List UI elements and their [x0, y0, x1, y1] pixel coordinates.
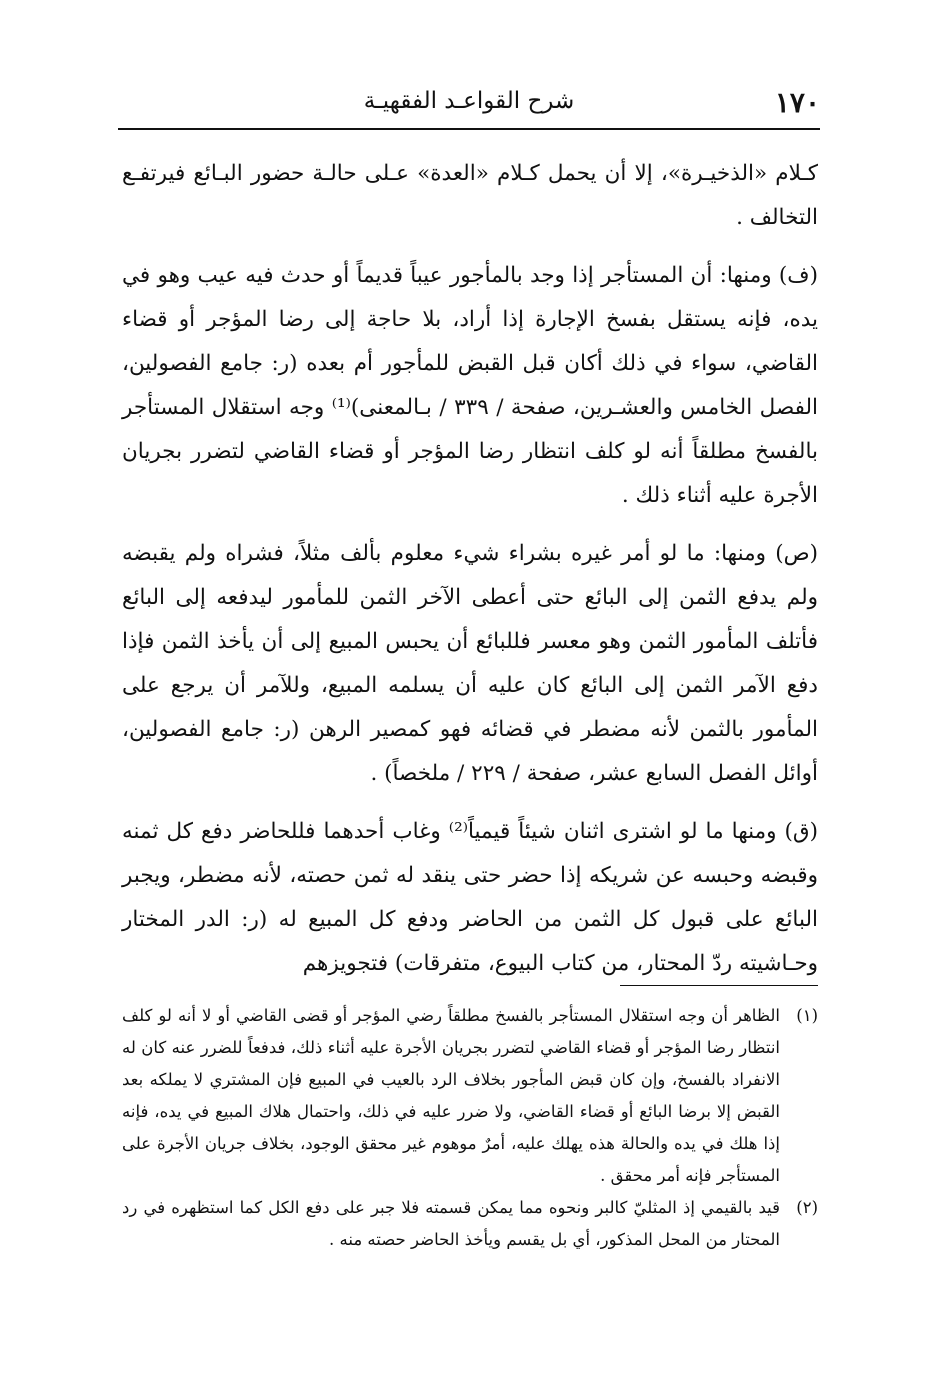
footnote-separator [620, 985, 818, 986]
footnote [122, 1000, 818, 1192]
paragraph: (ص) ومنها: ما لو أمر غيره بشراء شيء معلوم بألف مثلاً، فشراه ولم يقبضه ولم يدفع الثمن إلى البائع حتى أعطى الآخر الثمن للمأمور ليدفعه إلى البائع فأتلف المأمور الثمن وهو معسر فللبائع أن يحبس المبيع إلى أن يأخذ الثمن فإذا دفع الآمر الثمن إلى البائع كان عليه أن يسلمه المبيع، وللآمر أن يرجع على المأمور بالثمن لأنه مضطر في قضائه فهو كمصير الرهن (ر: جامع الفصولين، أوائل الفصل السابع عشر، صفحة / ٢٢٩ / ملخصاً) . [122, 541, 818, 786]
footnote-text: الظاهر أن وجه استقلال المستأجر بالفسخ مطلقاً رضي المؤجر أو قضى القاضي أو لا أنه لو كلف انتظار رضا المؤجر أو قضاء القاضي لتضرر بجريان الأجرة عليه أثناء ذلك، فدفعاً للضرر عنه كان له الانفراد بالفسخ، وإن كان قبض المأجور بخلاف الرد بالعيب في المبيع فإن المشتري لا يملكه بعد القبض إلا برضا البائع أو قضاء القاضي، ولا ضرر عليه في ذلك، واحتمال هلاك المبيع في يده، فإنه إذا هلك في يده والحالة هذه يهلك عليه، أمرٌ موهوم غير محقق الوجود، بخلاف جريان الأجرة على المستأجر فإنه أمر محقق . [122, 1006, 780, 1185]
running-title: شرح القواعـد الفقهيـة [363, 88, 575, 114]
page-header [118, 86, 820, 126]
header-rule [118, 128, 820, 130]
paragraph: (ق) ومنها ما لو اشترى اثنان شيئاً قيمياً⁽²⁾ وغاب أحدهما فللحاضر دفع كل ثمنه وقبضه وحبسه عن شريكه إذا حضر حتى ينقد له ثمن حصته، لأنه مضطر، ويجبر البائع على قبول كل الثمن من الحاضر ودفع كل المبيع له (ر: الدر المختار وحـاشيته ردّ المحتار، من كتاب البيوع، متفرقات) فتجويزهم [122, 819, 818, 976]
footnotes [122, 1000, 818, 1256]
paragraph: (ف) ومنها: أن المستأجر إذا وجد بالمأجور عيباً قديماً أو حدث فيه عيب وهو في يده، فإنه يستقل بفسخ الإجارة إذا أراد، بلا حاجة إلى رضا المؤجر أو قضاء القاضي، سواء في ذلك أكان قبل القبض للمأجور أم بعده (ر: جامع الفصولين، الفصل الخامس والعشـرين، صفحة / ٣٣٩ / بـالمعنى)⁽¹⁾ وجه استقلال المستأجر بالفسخ مطلقاً أنه لو كلف انتظار رضا المؤجر أو قضاء القاضي لتضرر بجريان الأجرة عليه أثناء ذلك . [122, 263, 818, 508]
footnote-number: (١) [796, 1006, 818, 1025]
footnote-text: قيد بالقيمي إذ المثليّ كالبر ونحوه مما يمكن قسمته فلا جبر على دفع الكل كما استظهره في رد المحتار من المحل المذكور، أي بل يقسم ويأخذ الحاضر حصته منه . [122, 1198, 780, 1249]
main-text [122, 152, 818, 986]
paragraph: كـلام «الذخيـرة»، إلا أن يحمل كـلام «العدة» عـلى حالـة حضور البـائع فيرتفـع التخالف . [122, 161, 818, 230]
footnote-number: (٢) [796, 1198, 818, 1217]
page-number: ١٧٠ [774, 86, 820, 119]
footnote [122, 1192, 818, 1256]
